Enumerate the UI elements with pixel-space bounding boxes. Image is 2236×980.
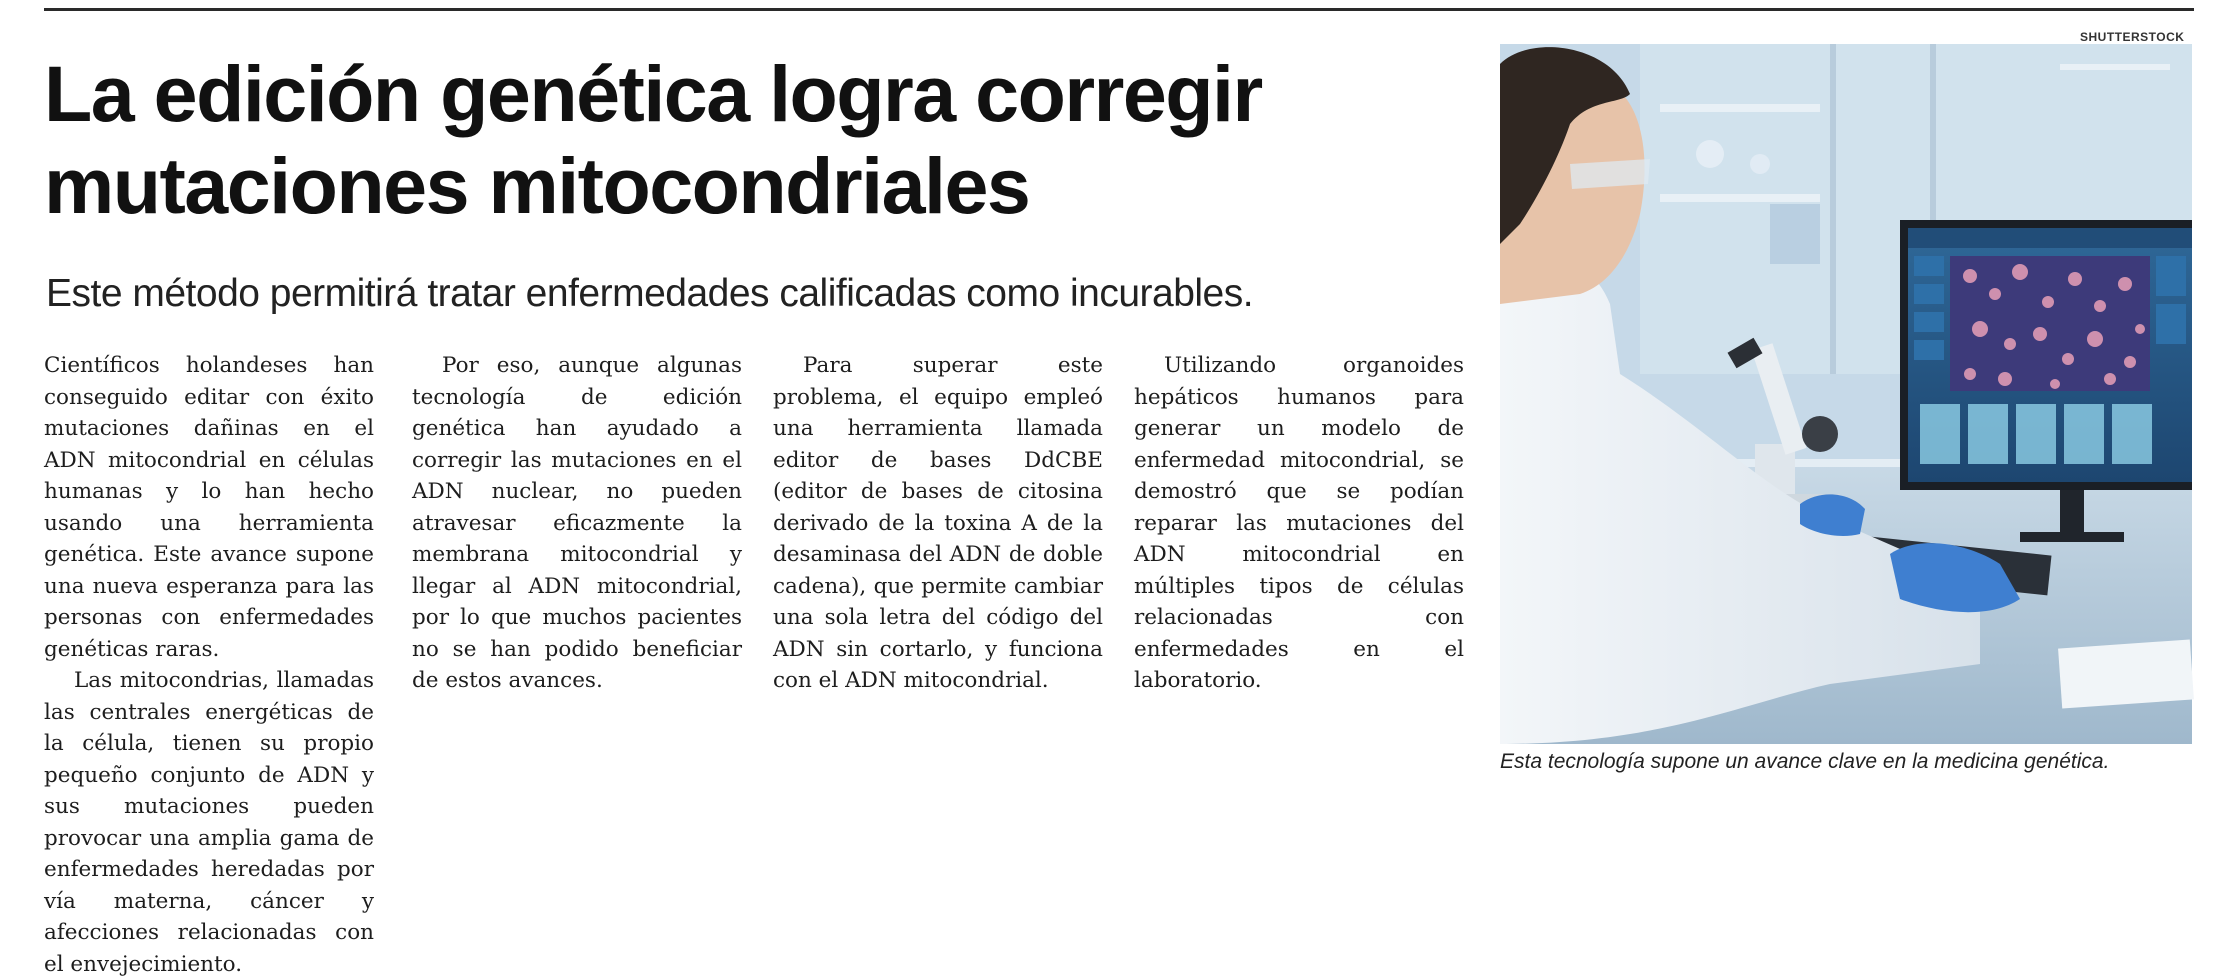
lab-scene-illustration bbox=[1500, 44, 2192, 744]
paragraph-1: Científicos holandeses han conseguido editar con éxito mutaciones dañinas en el ADN mitocondrial en células humanas y lo han hecho usando una herramienta genética. Este avance supone una nueva esperanza para las personas con enfermedades genéticas raras. bbox=[44, 353, 374, 662]
paragraph-4: Para superar este problema, el equipo empleó una herramienta llamada editor de bases DdCBE (editor de bases de citosina derivado de la toxina A de la desaminasa del ADN de doble cadena), que permite cambiar una sola letra del código del ADN sin cortarlo, y funciona con el ADN mitocondrial. bbox=[773, 353, 1103, 693]
headline bbox=[44, 48, 1464, 232]
body-column-3 bbox=[773, 350, 1103, 697]
body-column-2 bbox=[412, 350, 742, 697]
photo-caption: Esta tecnología supone un avance clave en la medicina genética. bbox=[1500, 750, 2110, 773]
lab-photo bbox=[1500, 44, 2192, 744]
body-column-4 bbox=[1134, 350, 1464, 697]
headline-line-2: mutaciones mitocondriales bbox=[44, 141, 1030, 230]
top-rule bbox=[44, 8, 2194, 11]
paragraph-5: Utilizando organoides hepáticos humanos para generar un modelo de enfermedad mitocondrial, se demostró que se podían reparar las mutaciones del ADN mitocondrial en múltiples tipos de células relacionadas con enfermedades en el laboratorio. bbox=[1134, 353, 1464, 693]
paragraph-2: Las mitocondrias, llamadas las centrales energéticas de la célula, tienen su propio pequeño conjunto de ADN y sus mutaciones pueden provocar una amplia gama de enfermedades heredadas por vía materna, cáncer y afecciones relacionadas con el envejecimiento. bbox=[44, 668, 374, 977]
photo-credit: SHUTTERSTOCK bbox=[2080, 30, 2185, 44]
body-column-1 bbox=[44, 350, 374, 980]
paragraph-3: Por eso, aunque algunas tecnología de edición genética han ayudado a corregir las mutaciones en el ADN nuclear, no pueden atravesar eficazmente la membrana mitocondrial y llegar al ADN mitocondrial, por lo que muchos pacientes no se han podido beneficiar de estos avances. bbox=[412, 353, 742, 693]
headline-line-1: La edición genética logra corregir bbox=[44, 49, 1262, 138]
subheadline: Este método permitirá tratar enfermedades calificadas como incurables. bbox=[46, 272, 1254, 315]
